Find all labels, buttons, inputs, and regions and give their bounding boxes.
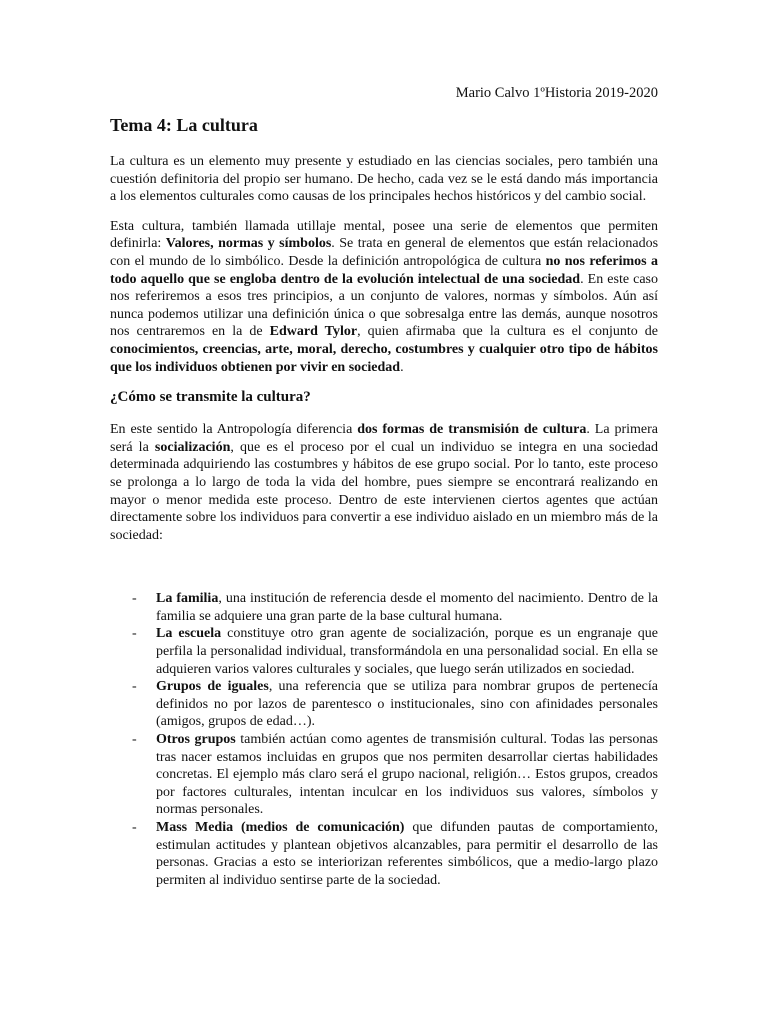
list-item-title: Mass Media (medios de comunicación) (156, 820, 405, 835)
list-item (110, 625, 658, 678)
list-item-title: Otros grupos (156, 732, 236, 748)
list-item-text: también actúan como agentes de transmisión cultural. Todas las personas tras nacer estamos incluidas en grupos que nos permiten desarrollar ciertas habilidades concretas. El ejemplo más claro será el grupo nacional, religión… Estos grupos, creados por factores culturales, intentan inculcar en los individuos sus valores, símbolos y normas personales. (156, 732, 658, 818)
list-bullet: - (132, 820, 137, 835)
list-item (110, 678, 658, 731)
section-heading: ¿Cómo se transmite la cultura? (110, 389, 311, 406)
paragraph-text: . (400, 359, 404, 375)
list-item (110, 819, 658, 889)
list-item-title: La familia (156, 591, 219, 607)
list-item (110, 731, 658, 819)
bold-text: Valores, normas y símbolos (165, 236, 332, 252)
blank-space (110, 556, 658, 590)
list-bullet: - (132, 626, 137, 642)
list-bullet: - (132, 679, 137, 695)
elements-paragraph (110, 218, 658, 376)
bold-text: no nos referimos a todo aquello que se engloba dentro de la evolución intelectual de una sociedad (110, 253, 659, 287)
paragraph-text: . La primera será la (110, 422, 659, 455)
transmission-paragraph (110, 421, 658, 544)
paragraph-text: En este sentido la Antropología diferencia (110, 422, 358, 438)
paragraph-text: , quien afirmaba que la cultura es el conjunto de (357, 324, 658, 340)
list-item-text: , una institución de referencia desde el momento del nacimiento. Dentro de la familia se adquiere una gran parte de la base cultural humana. (156, 591, 658, 624)
list-item-text: constituye otro gran agente de socialización, porque es un engranaje que perfila la personalidad individual, transformándola en una personalidad social. En ella se adquieren varios valores culturales y sociales, que luego serán utilizados en sociedad. (156, 626, 658, 677)
author-header: Mario Calvo 1ºHistoria 2019-2020 (455, 85, 658, 101)
paragraph-text: . En este caso nos referiremos a esos tres principios, a un conjunto de valores, normas y símbolos. Aún así nunca podemos utilizar una definición única o que sobresalga entre las demás, aunque nosotros nos centraremos en la de (110, 271, 658, 340)
list-item (110, 590, 658, 625)
list-item-title: Grupos de iguales (156, 679, 269, 695)
socialization-agents-list (110, 590, 658, 889)
bold-text: dos formas de transmisión de cultura (357, 422, 587, 438)
bold-text: conocimientos, creencias, arte, moral, derecho, costumbres y cualquier otro tipo de hábitos que los individuos obtienen por vivir en sociedad (110, 341, 658, 375)
paragraph-text: , que es el proceso por el cual un individuo se integra en una sociedad determinada adquiriendo las costumbres y hábitos de ese grupo social. Por lo tanto, este proceso se prolonga a lo largo de toda la vida del hombre, pues siempre se encontrará realizando en mayor o menor medida este proceso. Dentro de este intervienen ciertos agentes que actúan directamente sobre los individuos para convertir a ese individuo aislado en un miembro más de la sociedad: (110, 439, 658, 543)
bold-text: Edward Tylor (269, 324, 358, 340)
list-item-text: que difunden pautas de comportamiento, estimulan actitudes y plantean objetivos alcanzables, para permitir el desarrollo de las personas. Gracias a esto se interiorizan referentes simbólicos, que a medio-largo plazo permiten al individuo sentirse parte de la sociedad. (156, 820, 658, 888)
intro-paragraph: La cultura es un elemento muy presente y estudiado en las ciencias sociales, pero también una cuestión definitoria del propio ser humano. De hecho, cada vez se le está dando más importancia a los elementos culturales como causas de los principales hechos históricos y del cambio social. (110, 154, 658, 205)
list-bullet: - (132, 591, 137, 607)
list-item-title: La escuela (156, 626, 222, 642)
list-item-text: , una referencia que se utiliza para nombrar grupos de pertenecía definidos no por lazos de parentesco o institucionales, sino con afinidades personales (amigos, grupos de edad…). (156, 679, 658, 730)
bold-text: socialización (154, 439, 231, 455)
document-body (110, 114, 658, 889)
page-title: Tema 4: La cultura (110, 115, 258, 135)
list-bullet: - (132, 732, 137, 748)
paragraph-text: Esta cultura, también llamada utillaje mental, posee una serie de elementos que permiten definirla: (110, 218, 658, 252)
paragraph-text: . Se trata en general de elementos que están relacionados con el mundo de lo simbólico. Desde la definición antropológica de cultura (110, 236, 659, 269)
